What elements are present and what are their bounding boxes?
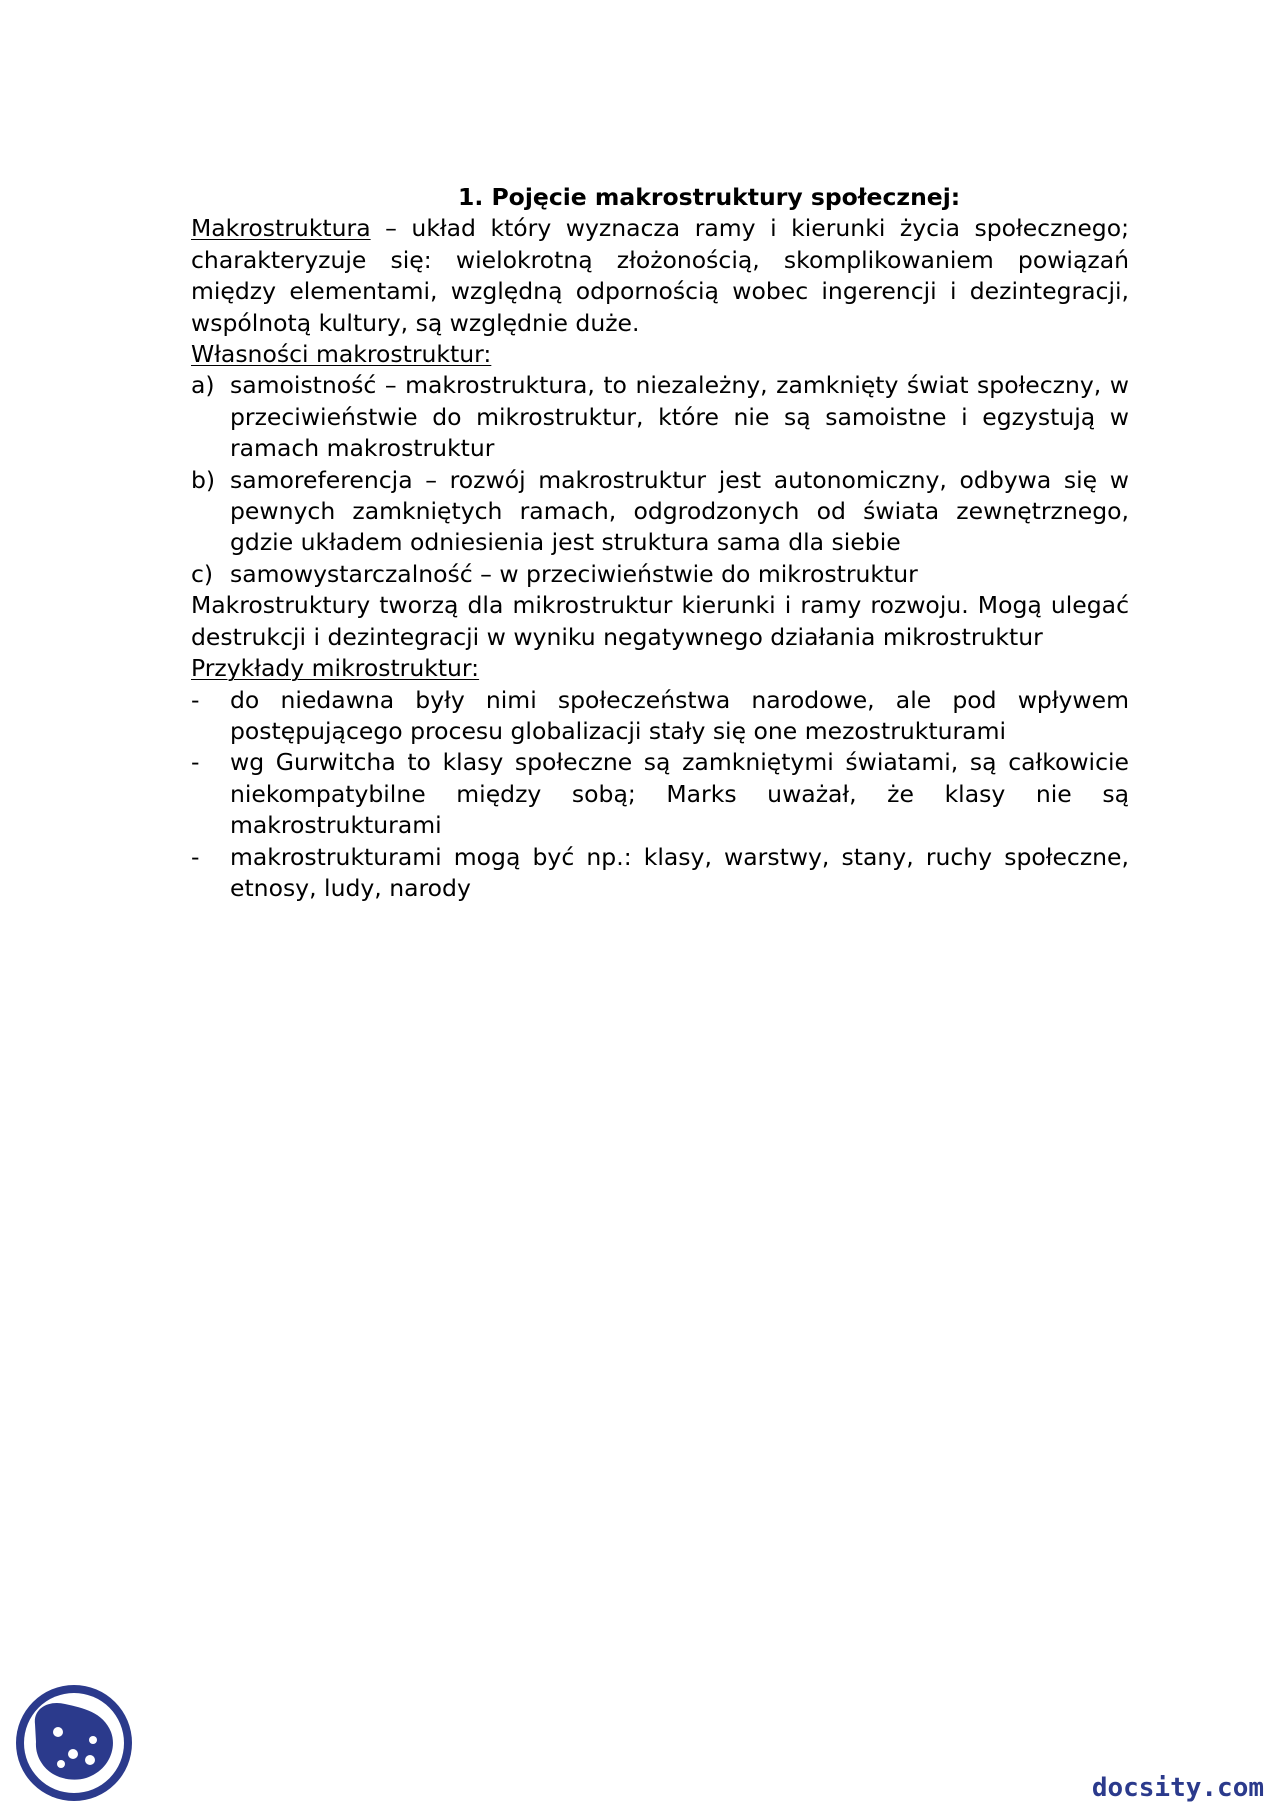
list-marker: a) [191, 371, 215, 400]
list-item-text: samowystarczalność – w przeciwieństwie do mikrostruktur [230, 559, 918, 588]
list-item [191, 370, 1129, 464]
list-marker: - [191, 748, 200, 777]
definition-term: Makrostruktura [191, 214, 371, 243]
list-marker: c) [191, 559, 214, 588]
list-item-text: do niedawna były nimi społeczeństwa narodowe, ale pod wpływem postępującego procesu globalizacji stały się one mezostrukturami [230, 685, 1129, 745]
examples-heading: Przykłady mikrostruktur: [191, 654, 480, 683]
list-item [191, 465, 1129, 559]
list-marker: - [191, 842, 200, 871]
list-item-text: makrostrukturami mogą być np.: klasy, warstwy, stany, ruchy społeczne, etnosy, ludy, narody [230, 842, 1129, 902]
list-marker: b) [191, 465, 216, 494]
docsity-logo-icon[interactable] [13, 1682, 135, 1804]
list-marker: - [191, 685, 200, 714]
list-item [191, 685, 1129, 748]
summary-paragraph: Makrostruktury tworzą dla mikrostruktur kierunki i ramy rozwoju. Mogą ulegać destrukcji i dezintegracji w wyniku negatywnego działania mikrostruktur [191, 591, 1129, 651]
document-body [191, 182, 1129, 904]
brand-link[interactable]: docsity.com [1091, 1773, 1264, 1803]
list-item-text: samoistność – makrostruktura, to niezależny, zamknięty świat społeczny, w przeciwieństwie do mikrostruktur, które nie są samoistne i egzystują w ramach makrostruktur [230, 371, 1129, 463]
definition-paragraph [191, 213, 1129, 339]
list-item-text: samoreferencja – rozwój makrostruktur jest autonomiczny, odbywa się w pewnych zamkniętych ramach, odgrodzonych od świata zewnętrznego, gdzie układem odniesienia jest struktura sama dla siebie [230, 465, 1129, 557]
definition-text: – układ który wyznacza ramy i kierunki życia społecznego; charakteryzuje się: wielokrotną złożonością, skomplikowaniem powiązań między elementami, względną odpornością wobec ingerencji i dezintegracji, wspólnotą kultury, są względnie duże. [191, 214, 1129, 337]
logo-graphic [13, 1682, 135, 1804]
examples-list [191, 685, 1129, 905]
properties-heading: Własności makrostruktur: [191, 340, 492, 369]
list-item [191, 747, 1129, 841]
section-heading: 1. Pojęcie makrostruktury społecznej: [458, 183, 961, 211]
list-item [191, 842, 1129, 905]
properties-list [191, 370, 1129, 590]
list-item-text: wg Gurwitcha to klasy społeczne są zamkniętymi światami, są całkowicie niekompatybilne między sobą; Marks uważał, że klasy nie są makrostrukturami [230, 748, 1129, 840]
list-item [191, 559, 1129, 590]
